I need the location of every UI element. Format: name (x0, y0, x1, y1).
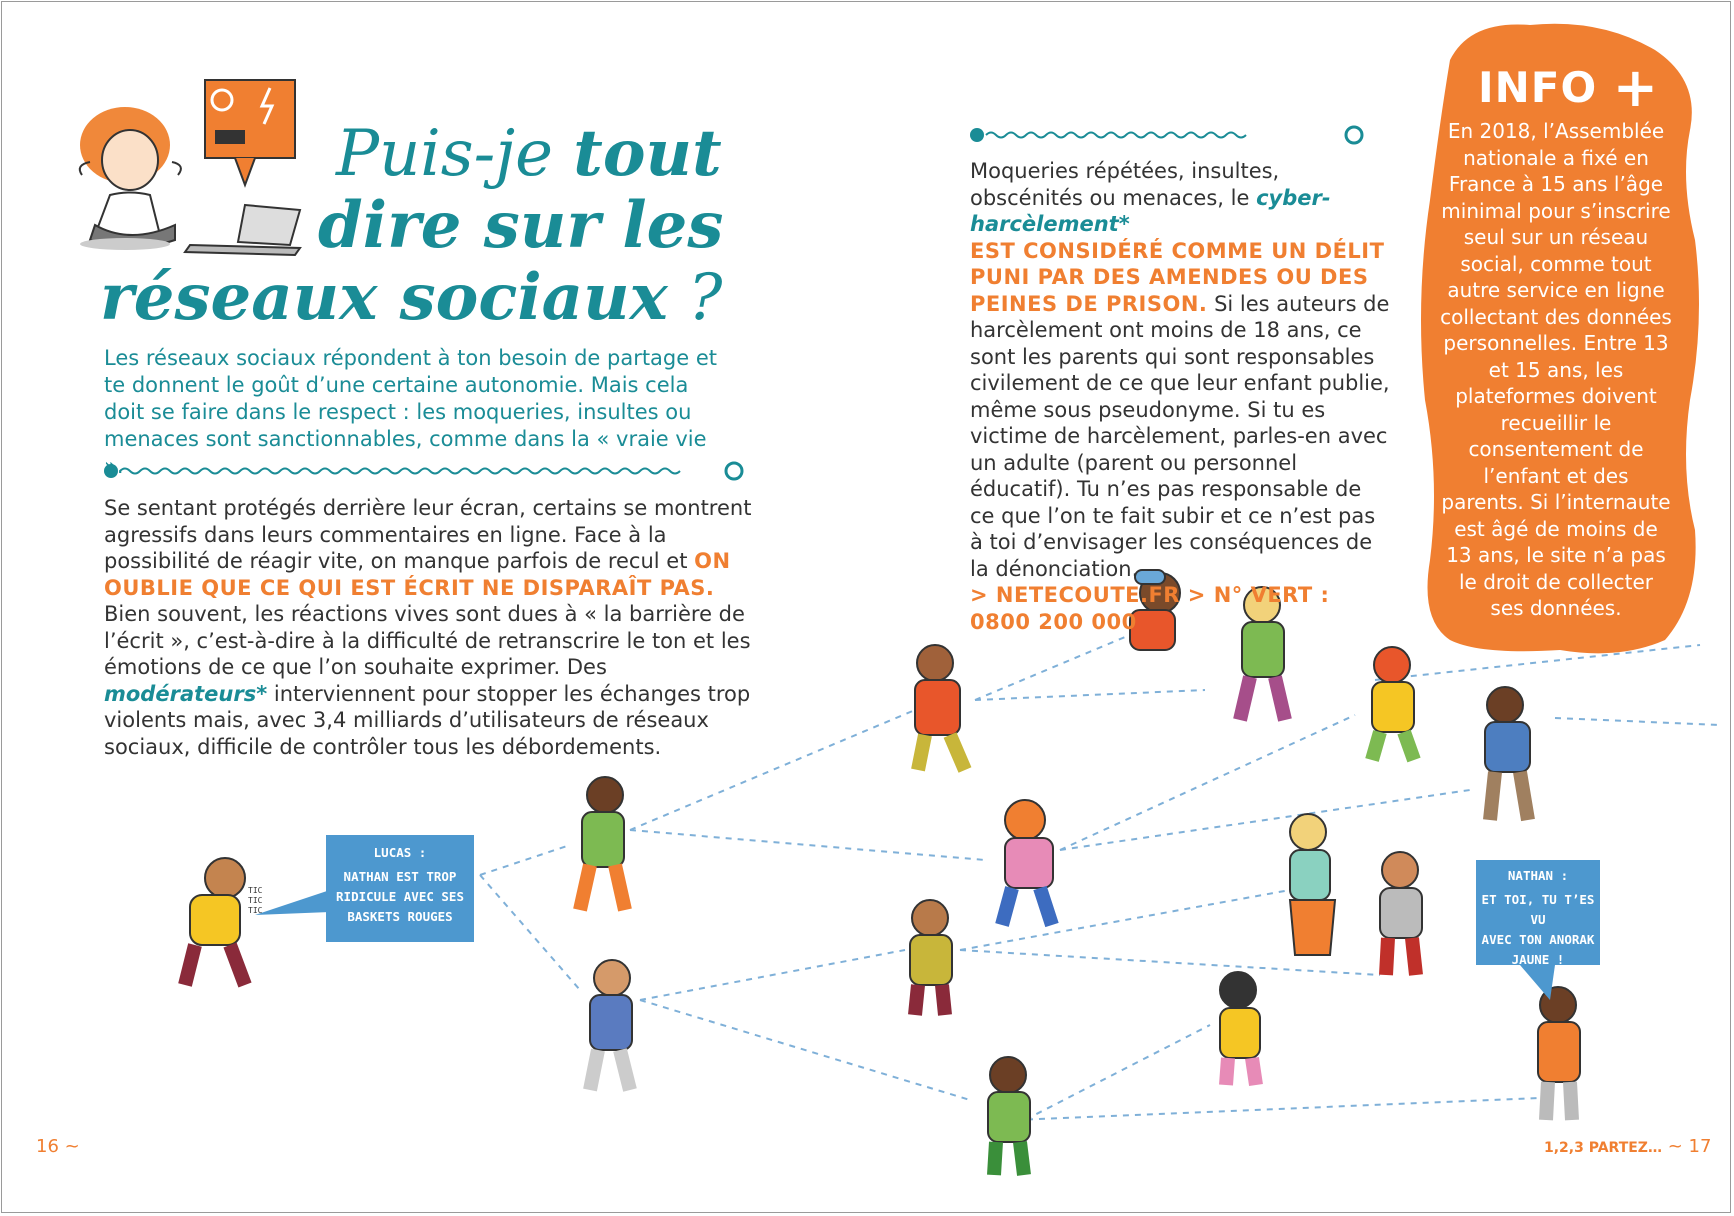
divider-right (970, 127, 1362, 143)
laptop-illustration (185, 205, 300, 255)
speech-bubble-nathan: NATHAN : ET TOI, TU T’ES VU AVEC TON ANORAK JAUNE ! (1476, 860, 1600, 965)
kid-7 (988, 1057, 1030, 1175)
info-text: En 2018, l’Assemblée nationale a fixé en France à 15 ans l’âge minimal pour s’inscrire seul sur un réseau social, comme tout autre service en ligne collectant des données personnelles. Entre 13 et 15 ans, les plateformes doivent recueillir le consentement de l’enfant et des parents. Si l’internaute est âgé de moins de 13 ans, le site n’a pas le droit de collecter ses données. (1440, 119, 1672, 620)
kid-14 (1220, 972, 1260, 1085)
kid-11 (1485, 687, 1530, 820)
kid-6 (910, 900, 952, 1015)
bubble-tail-nathan (1520, 965, 1555, 1000)
angry-sign-illustration (205, 80, 295, 185)
kid-5 (1002, 800, 1053, 925)
kid-4 (915, 645, 965, 770)
helpline-contact: > NETECOUTE.FR > N° VERT : 0800 200 000 (970, 583, 1330, 634)
highlight-offense: EST CONSIDÉRÉ COMME UN DÉLIT PUNI PAR DES AMENDES OU DES PEINES DE PRISON. (970, 238, 1385, 316)
body-right: Moqueries répétées, insultes, obscénités ou menaces, le cyber-harcèlement* EST CONSIDÉRÉ COMME UN DÉLIT PUNI PAR DES AMENDES OU DES PEINES DE PRISON. Si les auteurs de harcèlement ont moins de 18 ans, ce sont les parents qui sont responsables civilement de ce que leur enfant publie, même sous pseudonyme. Si tu es victime de harcèlement, parles-en avec un adulte (parent ou personnel éducatif). Tu n’es pas responsable de ce que l’on te fait subir et ce n’est pas à toi d’envisager les conséquences de la dénonciation. > NETECOUTE.FR > N° VERT : 0800 200 000 (970, 159, 1390, 634)
kid-12 (1290, 814, 1335, 955)
highlight-forget: ON OUBLIE QUE CE QUI EST ÉCRIT NE DISPARAÎT PAS. (104, 549, 731, 600)
meditating-kid-illustration (80, 107, 181, 250)
term-moderators: modérateurs* (104, 681, 268, 706)
title-line-2: dire sur les (318, 188, 724, 263)
kid-2 (580, 777, 625, 910)
title-line-1: Puis-je tout (336, 116, 722, 191)
page-number-left: 16 ~ (36, 1136, 80, 1157)
typing-sound: TIC TIC TIC (248, 886, 263, 915)
plus-icon: + (1612, 56, 1660, 119)
kid-13 (1380, 852, 1422, 975)
info-title: INFO + (1478, 56, 1660, 119)
body-left: Se sentant protégés derrière leur écran, certains se montrent agressifs dans leurs commentaires en ligne. Face à la possibilité de réagir vite, on manque parfois de recul et ON OUBLIE QUE CE QUI EST ÉCRIT NE DISPARAÎT PAS. Bien souvent, les réactions vives sont dues à « la barrière de l’écrit », c’est-à-dire à la difficulté de retranscrire le ton et les émotions de ce que l’on souhaite exprimer. Des modérateurs* interviennent pour stopper les échanges trop violents mais, avec 3,4 milliards d’utilisateurs de réseaux sociaux, difficile de contrôler tous les débordements. (104, 496, 752, 759)
kid-10 (1372, 647, 1414, 760)
page-number-right: 1,2,3 PARTEZ… ~ 17 (1544, 1136, 1712, 1157)
kid-lucas (185, 858, 245, 985)
speech-bubble-lucas: LUCAS : NATHAN EST TROP RIDICULE AVEC SES BASKETS ROUGES (326, 835, 474, 942)
kid-3 (590, 960, 632, 1090)
intro-paragraph: Les réseaux sociaux répondent à ton besoin de partage et te donnent le goût d’une certaine autonomie. Mais cela doit se faire dans le respect : les moqueries, insultes ou menaces sont sanctionnables, comme dans la « vraie vie ». (104, 346, 718, 478)
kid-nathan (1538, 987, 1580, 1120)
title-line-3: réseaux sociaux ? (100, 260, 723, 335)
term-cyberbullying: cyber-harcèlement* (970, 185, 1331, 236)
